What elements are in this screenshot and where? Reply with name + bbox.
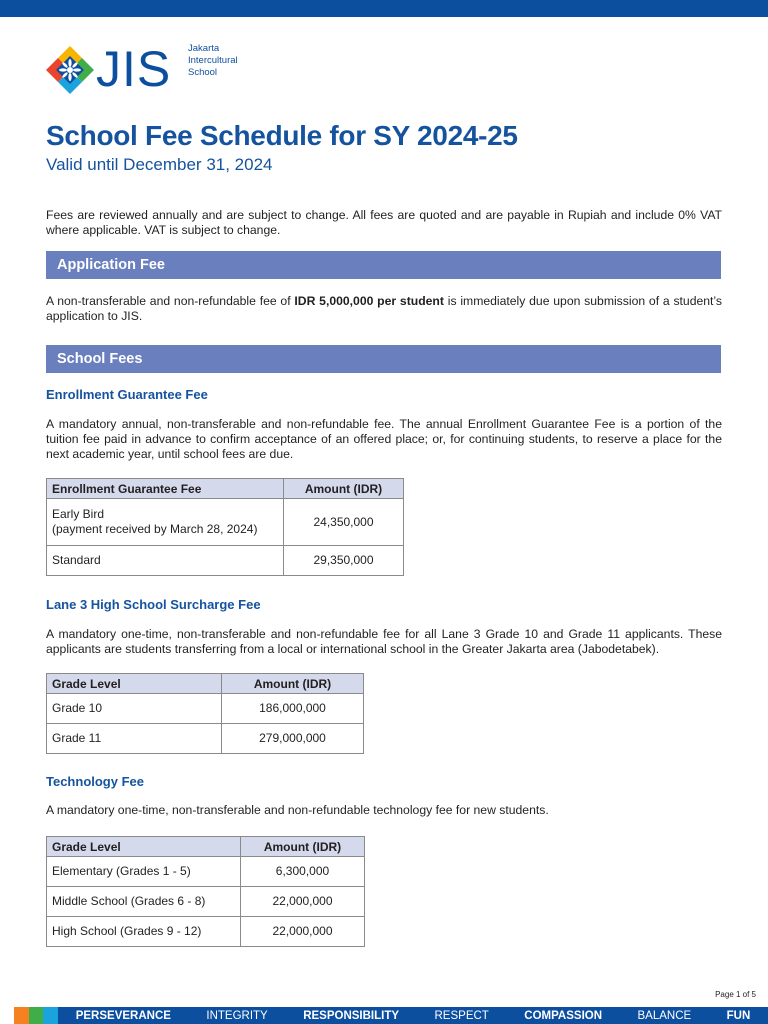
section-heading-application-fee: Application Fee xyxy=(46,251,721,279)
footer-color-stripe xyxy=(14,1007,29,1024)
fee-amount: 24,350,000 xyxy=(284,499,404,546)
grade-label: Elementary (Grades 1 - 5) xyxy=(47,857,241,887)
table-row xyxy=(47,546,404,576)
value-perseverance: PERSEVERANCE xyxy=(75,1009,171,1022)
table-row xyxy=(47,694,364,724)
logo-wordmark: JIS xyxy=(96,41,172,97)
column-header: Enrollment Guarantee Fee xyxy=(47,479,284,499)
footer-values-bar xyxy=(0,1007,768,1024)
grade-label: Middle School (Grades 6 - 8) xyxy=(47,887,241,917)
fee-amount: 279,000,000 xyxy=(222,724,364,754)
value-compassion: COMPASSION xyxy=(524,1009,603,1022)
jis-diamond-logo-icon xyxy=(46,46,94,94)
lane3-fee-paragraph: A mandatory one-time, non-transferable and non-refundable fee for all Lane 3 Grade 10 and Grade 11 applicants. These applicants are students transferring from a local or international school in the Greater Jakarta area (Jabodetabek). xyxy=(46,627,722,657)
value-responsibility: RESPONSIBILITY xyxy=(303,1009,400,1022)
table-row xyxy=(47,857,365,887)
intro-paragraph: Fees are reviewed annually and are subject to change. All fees are quoted and are payable in Rupiah and include 0% VAT where applicable. VAT is subject to change. xyxy=(46,208,722,238)
technology-fee-paragraph: A mandatory one-time, non-transferable and non-refundable technology fee for new students. xyxy=(46,803,549,817)
table-row xyxy=(47,499,404,546)
value-fun: FUN xyxy=(726,1009,751,1022)
fee-amount: 186,000,000 xyxy=(222,694,364,724)
technology-fee-heading: Technology Fee xyxy=(46,774,144,789)
table-header-row xyxy=(47,674,364,694)
footer-color-stripe xyxy=(29,1007,44,1024)
top-accent-bar xyxy=(0,0,768,17)
school-logo xyxy=(46,41,246,107)
column-header: Amount (IDR) xyxy=(284,479,404,499)
logo-school-name: Jakarta Intercultural School xyxy=(188,43,238,78)
fee-amount: 29,350,000 xyxy=(284,546,404,576)
table-header-row xyxy=(47,479,404,499)
page-subtitle: Valid until December 31, 2024 xyxy=(46,155,273,174)
lane3-fee-heading: Lane 3 High School Surcharge Fee xyxy=(46,597,261,612)
fee-label: Early Bird (payment received by March 28, 2024) xyxy=(47,499,284,546)
enrollment-fee-table xyxy=(46,478,404,576)
fee-amount: 22,000,000 xyxy=(241,887,365,917)
grade-label: High School (Grades 9 - 12) xyxy=(47,917,241,947)
fee-label: Standard xyxy=(47,546,284,576)
grade-label: Grade 11 xyxy=(47,724,222,754)
page-title: School Fee Schedule for SY 2024-25 xyxy=(46,120,518,151)
footer-color-stripe xyxy=(0,1007,15,1024)
grade-label: Grade 10 xyxy=(47,694,222,724)
value-integrity: INTEGRITY xyxy=(206,1009,268,1022)
column-header: Grade Level xyxy=(47,674,222,694)
table-row xyxy=(47,724,364,754)
footer-values xyxy=(58,1007,768,1024)
column-header: Amount (IDR) xyxy=(222,674,364,694)
application-fee-paragraph: A non-transferable and non-refundable fee of IDR 5,000,000 per student is immediately due upon submission of a student’s application to JIS. xyxy=(46,294,723,324)
fee-amount: 22,000,000 xyxy=(241,917,365,947)
column-header: Amount (IDR) xyxy=(241,837,365,857)
lane3-fee-table xyxy=(46,673,364,754)
technology-fee-table xyxy=(46,836,365,947)
enrollment-fee-paragraph: A mandatory annual, non-transferable and non-refundable fee. The annual Enrollment Guarantee Fee is a portion of the tuition fee paid in advance to confirm acceptance of an offered place; or, for continuing students, to reserve a place for the next academic year, until school fees are due. xyxy=(46,417,722,462)
column-header: Grade Level xyxy=(47,837,241,857)
application-fee-amount: IDR 5,000,000 per student xyxy=(294,294,444,308)
value-respect: RESPECT xyxy=(434,1009,489,1022)
table-row xyxy=(47,887,365,917)
footer-color-stripe xyxy=(43,1007,58,1024)
enrollment-fee-heading: Enrollment Guarantee Fee xyxy=(46,387,208,402)
fee-amount: 6,300,000 xyxy=(241,857,365,887)
page-number: Page 1 of 5 xyxy=(715,990,756,999)
table-row xyxy=(47,917,365,947)
table-header-row xyxy=(47,837,365,857)
value-balance: BALANCE xyxy=(637,1009,692,1022)
section-heading-school-fees: School Fees xyxy=(46,345,721,373)
